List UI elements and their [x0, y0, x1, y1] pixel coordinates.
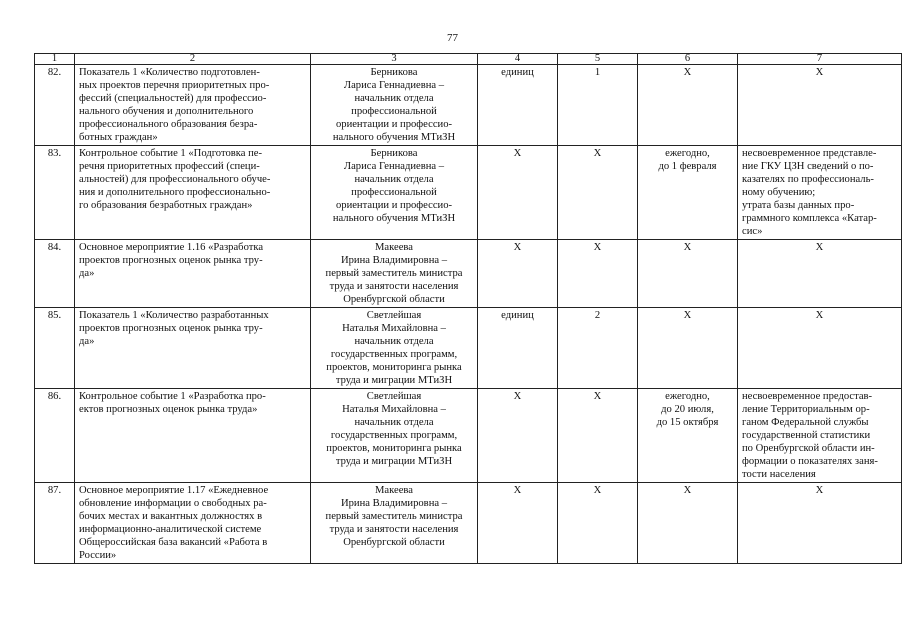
- activity-name-line: проектов прогнозных оценок рынка тру-: [79, 323, 263, 334]
- page-number: 77: [447, 32, 458, 44]
- activity-name-cell: [75, 389, 311, 483]
- unit-cell: единиц: [478, 65, 558, 146]
- activity-name-line: обновление информации о свободных ра-: [79, 498, 267, 509]
- responsible-line: начальник отдела: [354, 93, 434, 104]
- row-number-cell: 86.: [35, 389, 75, 483]
- risks-cell: [738, 308, 902, 389]
- activity-name-cell: [75, 65, 311, 146]
- deadline-line: ежегодно,: [665, 391, 710, 402]
- activity-name-line: России»: [79, 550, 117, 561]
- risk-line: Х: [815, 485, 824, 496]
- unit-cell: Х: [478, 389, 558, 483]
- responsible-line: Макеева: [375, 485, 413, 496]
- activity-name-line: Показатель 1 «Количество разработанных: [79, 310, 269, 321]
- risks-cell: [738, 146, 902, 240]
- deadline-line: ежегодно,: [665, 148, 710, 159]
- activity-name-line: Основное мероприятие 1.17 «Ежедневное: [79, 485, 269, 496]
- row-number-cell: 87.: [35, 483, 75, 564]
- responsible-line: Лариса Геннадиевна –: [343, 161, 445, 172]
- activity-name-line: го образования безработных граждан»: [79, 200, 253, 211]
- activity-name-line: проектов прогнозных оценок рынка тру-: [79, 255, 263, 266]
- table-row: [35, 389, 902, 483]
- value-cell: 1: [558, 65, 638, 146]
- unit-cell: единиц: [478, 308, 558, 389]
- deadline-line: Х: [683, 485, 692, 496]
- responsible-line: Макеева: [375, 242, 413, 253]
- responsible-line: начальник отдела: [354, 336, 434, 347]
- activity-name-line: нального обучения и дополнительного: [79, 106, 254, 117]
- responsible-line: первый заместитель министра: [325, 511, 463, 522]
- responsible-line: Ирина Владимировна –: [340, 498, 448, 509]
- responsible-cell: [311, 240, 478, 308]
- activity-name-line: ния и дополнительного профессионально-: [79, 187, 271, 198]
- value-cell: Х: [558, 483, 638, 564]
- responsible-line: Оренбургской области: [343, 537, 445, 548]
- risk-line: граммного комплекса «Катар-: [742, 213, 877, 224]
- value-cell: 2: [558, 308, 638, 389]
- risk-line: ному обучению;: [742, 187, 816, 198]
- risk-line: государственной статистики: [742, 430, 871, 441]
- risk-line: Х: [815, 242, 824, 253]
- responsible-line: нального обучения МТиЗН: [332, 132, 456, 143]
- responsible-line: труда и миграции МТиЗН: [335, 456, 453, 467]
- responsible-line: Берникова: [370, 67, 418, 78]
- value-cell: Х: [558, 240, 638, 308]
- responsible-line: Ирина Владимировна –: [340, 255, 448, 266]
- responsible-line: Оренбургской области: [343, 294, 445, 305]
- responsible-line: Лариса Геннадиевна –: [343, 80, 445, 91]
- risk-line: Х: [815, 67, 824, 78]
- responsible-cell: [311, 65, 478, 146]
- responsible-line: ориентации и профессио-: [335, 200, 453, 211]
- deadline-cell: [638, 389, 738, 483]
- risk-line: ганом Федеральной службы: [742, 417, 869, 428]
- risk-line: по Оренбургской области ин-: [742, 443, 875, 454]
- row-number-cell: 83.: [35, 146, 75, 240]
- row-number-cell: 82.: [35, 65, 75, 146]
- responsible-line: Светлейшая: [366, 391, 422, 402]
- deadline-cell: [638, 240, 738, 308]
- column-number: 7: [738, 54, 902, 65]
- value-cell: Х: [558, 389, 638, 483]
- deadline-cell: [638, 146, 738, 240]
- risks-cell: [738, 240, 902, 308]
- deadline-line: Х: [683, 310, 692, 321]
- risk-line: ление Территориальным ор-: [742, 404, 870, 415]
- responsible-line: проектов, мониторинга рынка: [326, 362, 462, 373]
- column-number: 2: [75, 54, 311, 65]
- responsible-line: профессиональной: [351, 187, 437, 198]
- activity-name-line: ных проектов перечня приоритетных про-: [79, 80, 270, 91]
- deadline-cell: [638, 483, 738, 564]
- table-row: [35, 483, 902, 564]
- deadline-cell: [638, 308, 738, 389]
- responsible-line: Наталья Михайловна –: [342, 323, 446, 334]
- plan-table: [34, 53, 902, 564]
- deadline-line: до 20 июля,: [661, 404, 714, 415]
- risk-line: утрата базы данных про-: [742, 200, 855, 211]
- column-number: 3: [311, 54, 478, 65]
- activity-name-line: Показатель 1 «Количество подготовлен-: [79, 67, 260, 78]
- risk-line: ние ГКУ ЦЗН сведений о по-: [742, 161, 874, 172]
- activity-name-cell: [75, 240, 311, 308]
- responsible-line: государственных программ,: [330, 349, 458, 360]
- responsible-cell: [311, 146, 478, 240]
- unit-cell: Х: [478, 146, 558, 240]
- activity-name-line: Контрольное событие 1 «Подготовка пе-: [79, 148, 262, 159]
- risks-cell: [738, 389, 902, 483]
- responsible-line: ориентации и профессио-: [335, 119, 453, 130]
- responsible-line: начальник отдела: [354, 174, 434, 185]
- responsible-line: Наталья Михайловна –: [342, 404, 446, 415]
- unit-cell: Х: [478, 240, 558, 308]
- deadline-line: до 15 октября: [656, 417, 719, 428]
- responsible-cell: [311, 483, 478, 564]
- column-number: 1: [35, 54, 75, 65]
- activity-name-line: да»: [79, 336, 95, 347]
- risk-line: несвоевременное предостав-: [742, 391, 873, 402]
- unit-cell: Х: [478, 483, 558, 564]
- table-row: [35, 146, 902, 240]
- column-number: 6: [638, 54, 738, 65]
- activity-name-line: бочих местах и вакантных должностях в: [79, 511, 263, 522]
- activity-name-line: информационно-аналитической системе: [79, 524, 262, 535]
- responsible-line: первый заместитель министра: [325, 268, 463, 279]
- value-cell: Х: [558, 146, 638, 240]
- responsible-line: Светлейшая: [366, 310, 422, 321]
- responsible-line: труда и занятости населения: [329, 524, 459, 535]
- responsible-line: проектов, мониторинга рынка: [326, 443, 462, 454]
- risk-line: Х: [815, 310, 824, 321]
- row-number-cell: 85.: [35, 308, 75, 389]
- activity-name-line: Контрольное событие 1 «Разработка про-: [79, 391, 266, 402]
- deadline-line: Х: [683, 67, 692, 78]
- activity-name-cell: [75, 308, 311, 389]
- risk-line: несвоевременное представле-: [742, 148, 877, 159]
- column-number: 5: [558, 54, 638, 65]
- table-row: [35, 308, 902, 389]
- risk-line: формации о показателях заня-: [742, 456, 878, 467]
- deadline-cell: [638, 65, 738, 146]
- responsible-line: профессиональной: [351, 106, 437, 117]
- activity-name-cell: [75, 146, 311, 240]
- activity-name-line: профессионального образования безра-: [79, 119, 258, 130]
- responsible-line: начальник отдела: [354, 417, 434, 428]
- deadline-line: Х: [683, 242, 692, 253]
- activity-name-line: речня приоритетных профессий (специ-: [79, 161, 260, 172]
- activity-name-cell: [75, 483, 311, 564]
- activity-name-line: ботных граждан»: [79, 132, 158, 143]
- table-row: [35, 240, 902, 308]
- row-number-cell: 84.: [35, 240, 75, 308]
- responsible-line: труда и занятости населения: [329, 281, 459, 292]
- deadline-line: до 1 февраля: [658, 161, 717, 172]
- activity-name-line: альностей) для профессионального обуче-: [79, 174, 271, 185]
- column-number: 4: [478, 54, 558, 65]
- risk-line: казателях по профессиональ-: [742, 174, 874, 185]
- risk-line: тости населения: [742, 469, 816, 480]
- activity-name-line: да»: [79, 268, 95, 279]
- responsible-line: Берникова: [370, 148, 418, 159]
- table-row: [35, 65, 902, 146]
- risks-cell: [738, 65, 902, 146]
- responsible-cell: [311, 389, 478, 483]
- activity-name-line: Общероссийская база вакансий «Работа в: [79, 537, 268, 548]
- risk-line: сис»: [742, 226, 763, 237]
- activity-name-line: ектов прогнозных оценок рынка труда»: [79, 404, 258, 415]
- column-numbers-row: [35, 54, 902, 65]
- responsible-line: нального обучения МТиЗН: [332, 213, 456, 224]
- responsible-line: труда и миграции МТиЗН: [335, 375, 453, 386]
- activity-name-line: фессий (специальностей) для профессио-: [79, 93, 267, 104]
- activity-name-line: Основное мероприятие 1.16 «Разработка: [79, 242, 264, 253]
- responsible-line: государственных программ,: [330, 430, 458, 441]
- responsible-cell: [311, 308, 478, 389]
- risks-cell: [738, 483, 902, 564]
